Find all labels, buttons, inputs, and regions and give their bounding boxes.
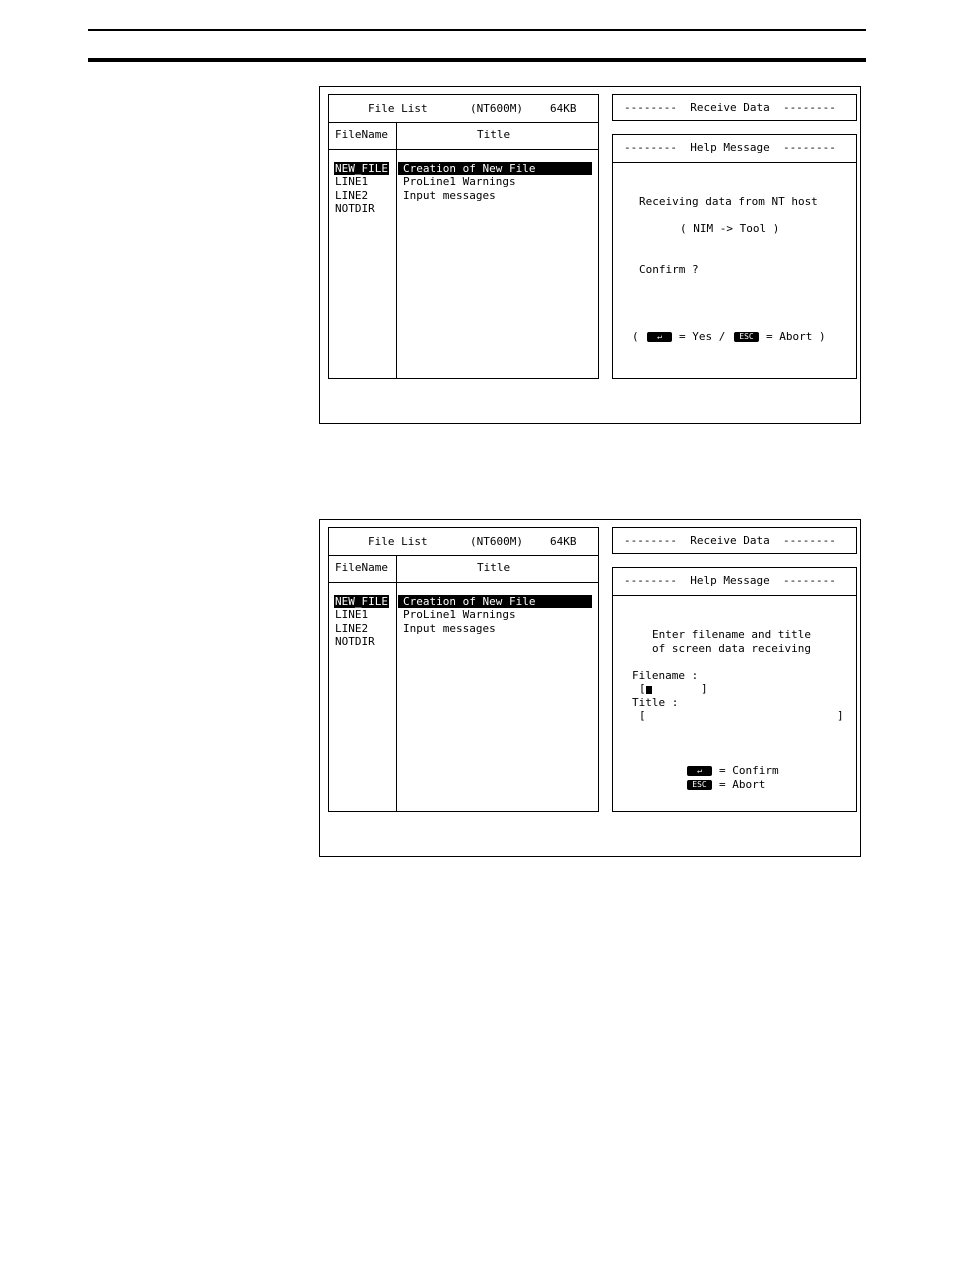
- filename-open-bracket: [: [639, 682, 646, 695]
- title-close-bracket: ]: [837, 709, 844, 722]
- help-message-label: -------- Help Message --------: [624, 141, 836, 154]
- help-text-of-screen: of screen data receiving: [652, 642, 811, 655]
- help-message-panel: [612, 567, 857, 812]
- text-cursor: [646, 686, 652, 694]
- file-row-line2[interactable]: [329, 622, 598, 635]
- column-title: Title: [477, 128, 511, 141]
- file-row-new-file[interactable]: [329, 162, 598, 175]
- file-row-name: LINE1: [335, 608, 369, 621]
- column-divider: [396, 555, 397, 811]
- screen-receive-confirm: [319, 86, 861, 424]
- prompt-abort: = Abort ): [766, 330, 826, 343]
- file-list-model: (NT600M): [470, 102, 523, 115]
- prompt-open-paren: (: [632, 330, 639, 343]
- header-rule-thick: [88, 58, 866, 62]
- title-label: Title :: [632, 696, 679, 709]
- esc-key-icon: ESC: [734, 332, 759, 342]
- column-divider: [396, 122, 397, 378]
- file-row-notdir[interactable]: [329, 202, 598, 215]
- help-text-enter: Enter filename and title: [652, 628, 811, 641]
- file-list-column-headers: [329, 122, 598, 150]
- file-row-line1[interactable]: [329, 175, 598, 188]
- file-list-column-headers: [329, 555, 598, 583]
- file-row-name: LINE1: [335, 175, 369, 188]
- file-row-title: Creation of New File: [403, 162, 536, 175]
- help-message-header: [613, 135, 856, 163]
- confirm-text: = Confirm: [719, 764, 779, 777]
- column-filename: FileName: [335, 128, 388, 141]
- column-filename: FileName: [335, 561, 388, 574]
- file-row-title: ProLine1 Warnings: [403, 175, 516, 188]
- file-list-header: [329, 95, 598, 123]
- file-row-name: LINE2: [335, 622, 369, 635]
- receive-data-panel: [612, 527, 857, 554]
- file-list-title: File List: [368, 535, 428, 548]
- file-row-title: Input messages: [403, 189, 496, 202]
- screen-enter-filename: [319, 519, 861, 857]
- esc-key-icon: ESC: [687, 780, 712, 790]
- filename-input[interactable]: [639, 682, 709, 695]
- file-row-line2[interactable]: [329, 189, 598, 202]
- help-text-confirm: Confirm ?: [639, 263, 699, 276]
- file-list-panel: [328, 527, 599, 812]
- title-input[interactable]: [639, 709, 845, 722]
- enter-key-icon: ↵: [687, 766, 712, 776]
- file-row-line1[interactable]: [329, 608, 598, 621]
- filename-label: Filename :: [632, 669, 699, 682]
- filename-close-bracket: ]: [701, 682, 708, 695]
- file-row-title: Creation of New File: [403, 595, 536, 608]
- file-row-new-file[interactable]: [329, 595, 598, 608]
- file-list-title: File List: [368, 102, 428, 115]
- file-list-size: 64KB: [550, 102, 577, 115]
- file-row-name: NOTDIR: [335, 202, 375, 215]
- file-row-name: LINE2: [335, 189, 369, 202]
- help-text-receiving: Receiving data from NT host: [639, 195, 818, 208]
- file-list-header: [329, 528, 598, 556]
- header-rule-thin: [88, 29, 866, 31]
- file-list-model: (NT600M): [470, 535, 523, 548]
- file-row-notdir[interactable]: [329, 635, 598, 648]
- abort-text: = Abort: [719, 778, 766, 791]
- enter-key-icon: ↵: [647, 332, 672, 342]
- help-message-header: [613, 568, 856, 596]
- file-row-title: Input messages: [403, 622, 496, 635]
- receive-data-label: -------- Receive Data --------: [624, 101, 836, 114]
- file-row-name: NOTDIR: [335, 635, 375, 648]
- help-message-label: -------- Help Message --------: [624, 574, 836, 587]
- receive-data-label: -------- Receive Data --------: [624, 534, 836, 547]
- column-title: Title: [477, 561, 511, 574]
- help-text-direction: ( NIM -> Tool ): [680, 222, 780, 235]
- prompt-yes: = Yes /: [679, 330, 726, 343]
- file-list-size: 64KB: [550, 535, 577, 548]
- help-message-panel: [612, 134, 857, 379]
- file-row-name: NEW_FILE: [335, 162, 388, 175]
- title-open-bracket: [: [639, 709, 646, 722]
- receive-data-panel: [612, 94, 857, 121]
- file-row-title: ProLine1 Warnings: [403, 608, 516, 621]
- file-row-name: NEW_FILE: [335, 595, 388, 608]
- file-list-panel: [328, 94, 599, 379]
